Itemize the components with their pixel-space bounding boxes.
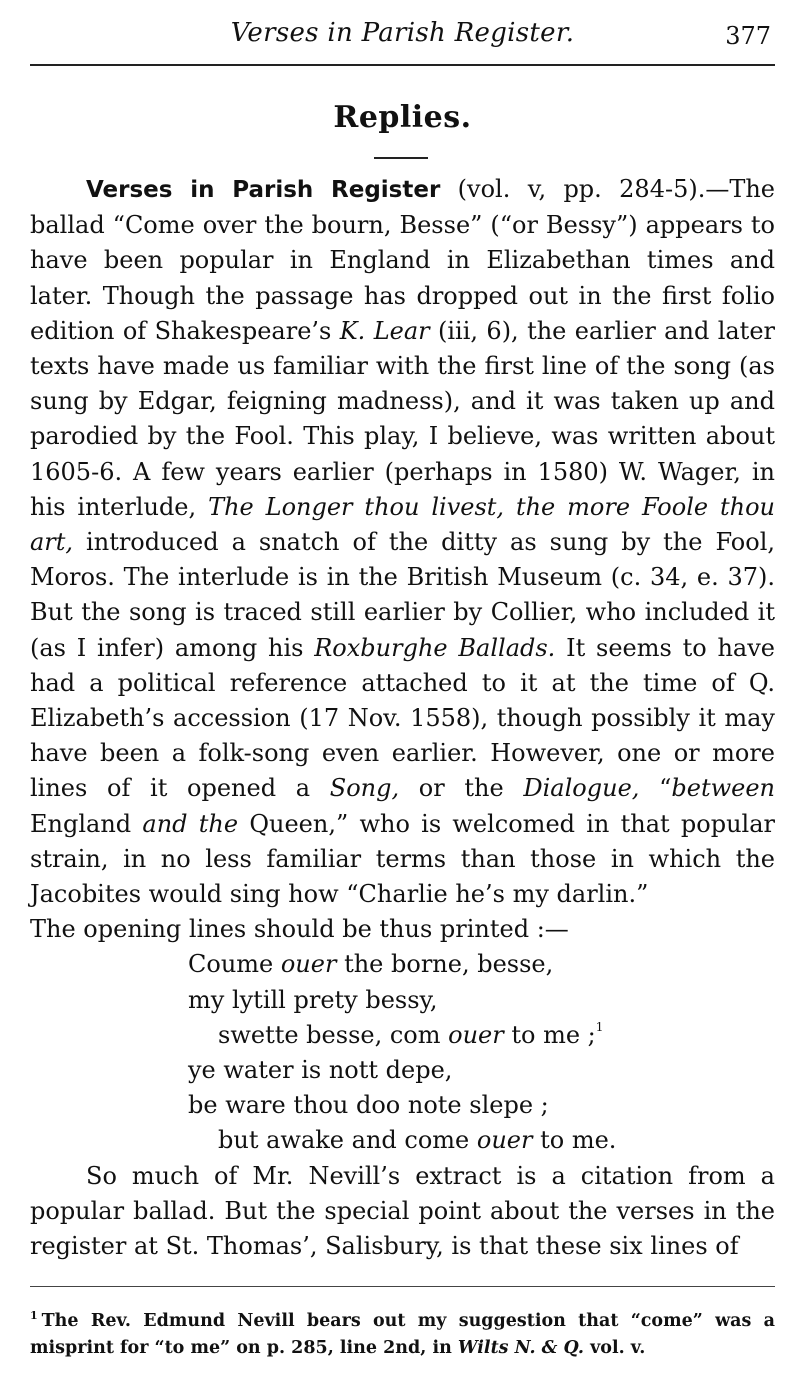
footnote-rule bbox=[30, 1286, 775, 1287]
running-title: Verses in Parish Register. bbox=[230, 18, 575, 48]
text-run: It seems to have had a political reference attached to it at the time of Q. Elizabeth’s accession (17 Nov. 1558), though possibly it may have been a folk-song even earlier. However, one or more lines of it opened a bbox=[30, 633, 775, 803]
footnote-reference[interactable]: 1 bbox=[595, 1019, 604, 1034]
collection-title: Roxburghe Ballads. bbox=[314, 633, 556, 662]
footnote-mark: 1 bbox=[30, 1309, 38, 1322]
verse-line: swette besse, com ouer to me ;$^1$ bbox=[218, 1019, 604, 1049]
verse-line: ye water is nott depe, bbox=[188, 1056, 453, 1085]
interlude-title: The Longer thou livest, the more Foole thou art, bbox=[30, 492, 775, 557]
page bbox=[30, 0, 775, 1380]
verse-intro: The opening lines should be thus printed :— bbox=[30, 915, 569, 944]
text-run: (vol. v, pp. 284-5).—The ballad “Come over the bourn, Besse” (“or Bessy”) appears to have been popular in England in Elizabethan times and later. Though the passage has dropped out in the first folio edition of Shakespeare’s bbox=[30, 175, 776, 345]
paragraph-1 bbox=[30, 172, 775, 912]
song-word: Song, bbox=[329, 774, 400, 803]
text-run: (iii, 6), the earlier and later texts have made us familiar with the first line of the song (as sung by Edgar, feigning madness), and it was taken up and parodied by the Fool. This play, I believe, was written about 1605-6. A few years earlier (perhaps in 1580) W. Wager, in his interlude, bbox=[30, 316, 776, 521]
and-the-words: and the bbox=[142, 809, 239, 838]
text-run: “ bbox=[639, 774, 672, 803]
text-run: Queen,” who is welcomed in that popular strain, in no less familiar terms than those in which the Jacobites would sing how “Charlie he’s my darlin.” bbox=[30, 809, 776, 909]
footnote-source: Wilts N. & Q. bbox=[457, 1338, 585, 1358]
verse-line: be ware thou doo note slepe ; bbox=[188, 1091, 549, 1120]
text-run: introduced a snatch of the ditty as sung by the Fool, Moros. The interlude is in the British Museum (c. 34, e. 37). But the song is traced still earlier by Collier, who included it (as I infer) among his bbox=[30, 528, 775, 662]
play-title: K. Lear bbox=[339, 316, 430, 345]
dialogue-word: Dialogue, bbox=[523, 774, 640, 803]
verse-line: but awake and come ouer to me. bbox=[218, 1126, 617, 1155]
between-word: between bbox=[671, 774, 775, 803]
verse-line: my lytill prety bessy, bbox=[188, 985, 438, 1014]
page-number: 377 bbox=[725, 22, 771, 50]
footnote: $^1$ The Rev. Edmund Nevill bears out my suggestion that “come” was a misprint for “to me” on p. 285, line 2nd, in Wilts N. & Q. vol. v. bbox=[30, 1309, 775, 1358]
verse-line: Coume ouer the borne, besse, bbox=[188, 950, 554, 979]
article-heading: Verses in Parish Register bbox=[86, 177, 441, 203]
article-body bbox=[30, 172, 775, 1264]
page-header bbox=[30, 16, 775, 52]
header-rule bbox=[30, 64, 775, 66]
text-run: England bbox=[30, 809, 143, 838]
paragraph-2: So much of Mr. Nevill’s extract is a citation from a popular ballad. But the special point about the verses in the register at St. Thomas’, Salisbury, is that these six lines of bbox=[30, 1161, 775, 1260]
section-title: Replies. bbox=[333, 100, 472, 135]
verse-block bbox=[30, 947, 775, 1158]
title-rule bbox=[374, 157, 428, 159]
text-run: or the bbox=[399, 774, 524, 803]
